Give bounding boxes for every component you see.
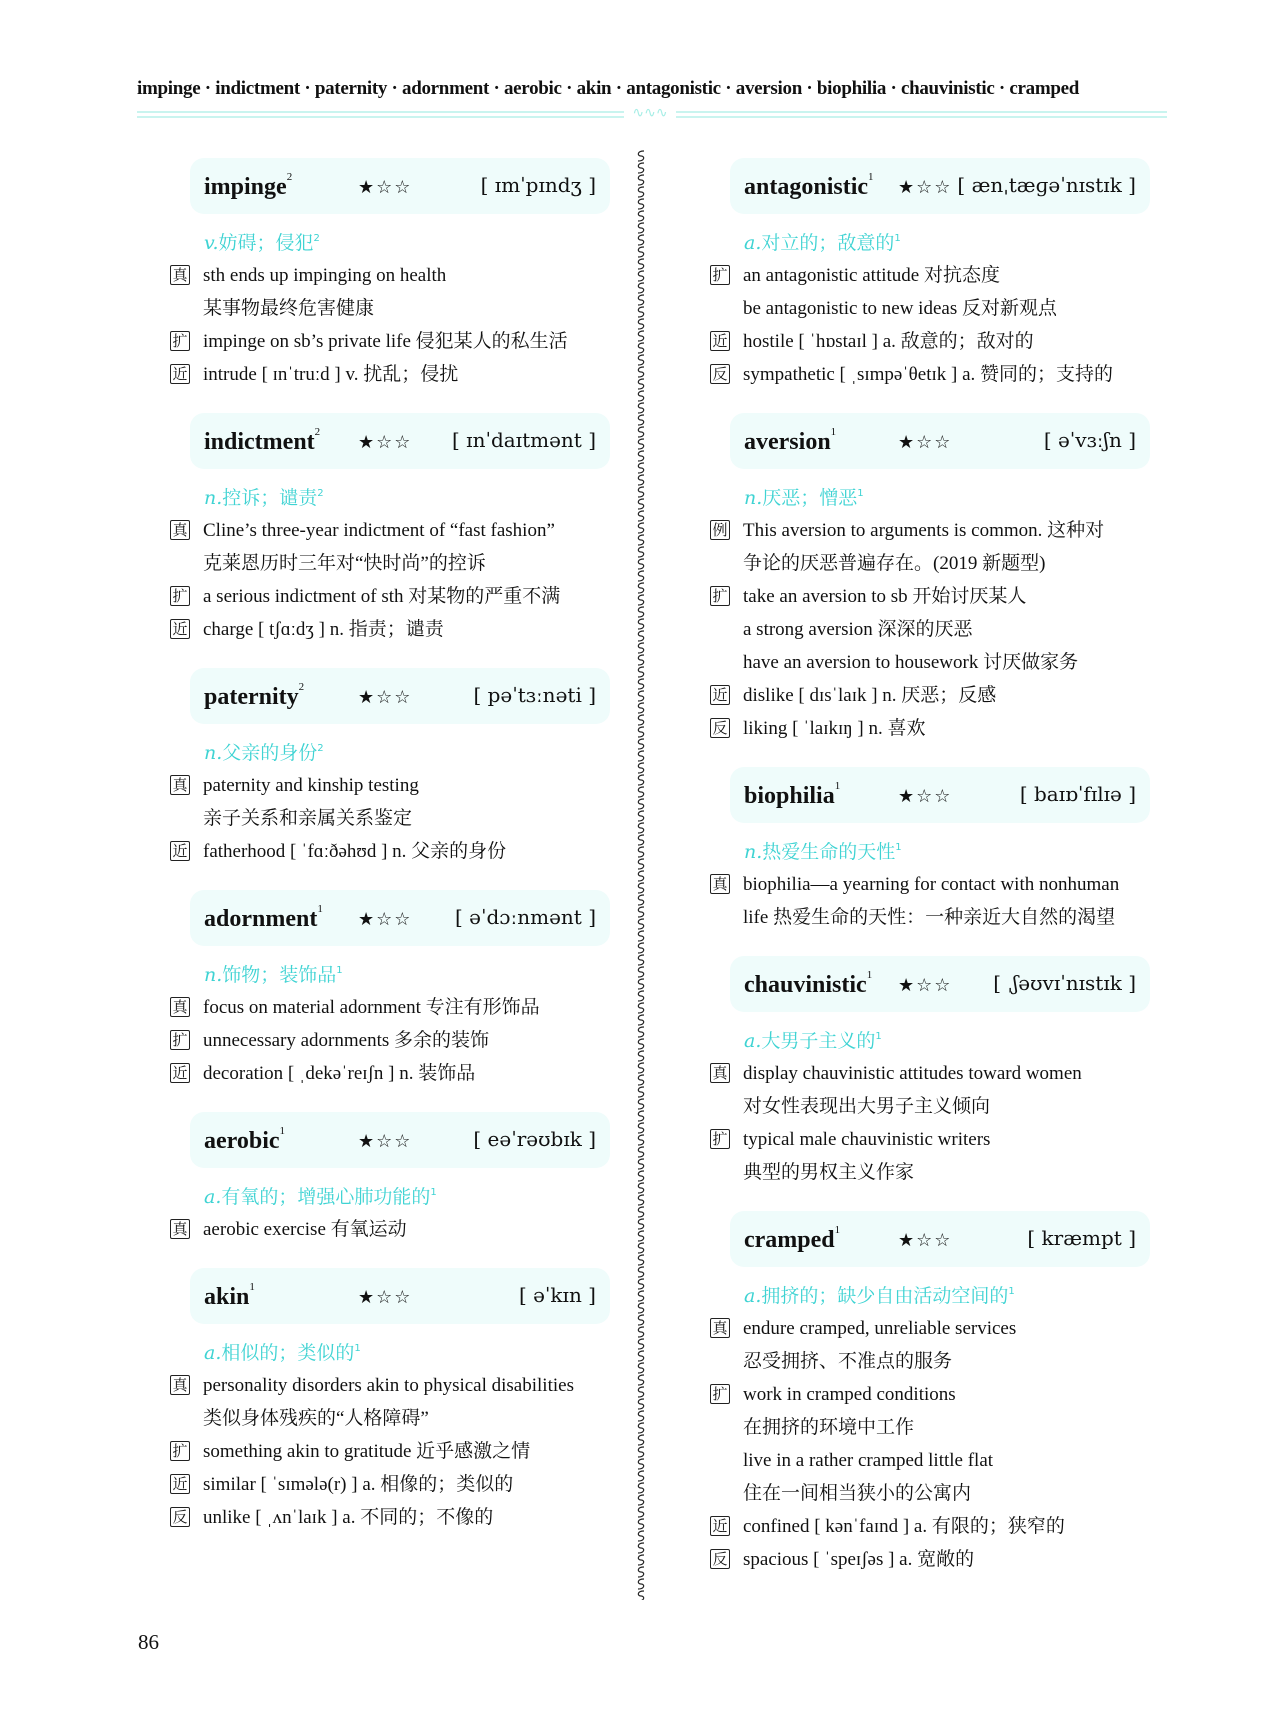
headword-box (730, 413, 1150, 469)
example-text: liking [ ˈlaɪkɪŋ ] n. 喜欢 (743, 718, 926, 739)
column-divider-ornament (634, 150, 648, 1600)
example-text: personality disorders akin to physical disabilities (203, 1375, 574, 1396)
example-line (170, 613, 625, 646)
example-line (170, 358, 625, 391)
example-line (170, 769, 625, 802)
tag-反-icon: 反 (710, 1549, 730, 1569)
example-line (170, 292, 625, 325)
definition: a.大男子主义的$^1$ (744, 1030, 882, 1052)
phonetic: [ ɪnˈdaɪtmənt ] (452, 428, 596, 452)
example-line (170, 1057, 625, 1090)
example-line (710, 1156, 1165, 1189)
example-line (170, 1402, 625, 1435)
example-text: spacious [ ˈspeɪʃəs ] a. 宽敞的 (743, 1549, 975, 1570)
tag-扩-icon: 扩 (170, 1441, 190, 1461)
phonetic: [ kræmpt ] (1027, 1226, 1136, 1250)
definition: n.热爱生命的天性$^1$ (744, 841, 902, 863)
tag-扩-icon: 扩 (710, 265, 730, 285)
tag-扩-icon: 扩 (170, 331, 190, 351)
tag-真-icon: 真 (170, 775, 190, 795)
example-line (710, 1312, 1165, 1345)
star-rating-icon: ★☆☆ (358, 432, 413, 453)
headword-box (730, 1211, 1150, 1267)
star-rating-icon: ★☆☆ (898, 1230, 953, 1251)
wave-ornament-icon: ∿∿∿ (624, 106, 676, 122)
example-text: something akin to gratitude 近乎感激之情 (203, 1441, 531, 1462)
tag-近-icon: 近 (170, 619, 190, 639)
header-rule-divider (137, 106, 1167, 121)
definition: n.控诉；谴责$^2$ (204, 487, 324, 509)
example-line (710, 712, 1165, 745)
headword: akin$^1$ (204, 1281, 255, 1310)
example-text: display chauvinistic attitudes toward women (743, 1063, 1082, 1084)
example-text: charge [ tʃɑːdʒ ] n. 指责；谴责 (203, 619, 444, 640)
headword-box (190, 668, 610, 724)
frequency-superscript: 1 (866, 969, 873, 981)
phonetic: [ əˈkɪn ] (518, 1283, 596, 1307)
example-text: unlike [ ˌʌnˈlaɪk ] a. 不同的；不像的 (203, 1507, 494, 1528)
example-text: 类似身体残疾的“人格障碍” (203, 1408, 429, 1429)
definition: a.拥挤的；缺少自由活动空间的$^1$ (744, 1285, 1015, 1307)
star-rating-icon: ★☆☆ (898, 975, 953, 996)
example-text: be antagonistic to new ideas 反对新观点 (743, 298, 1057, 319)
headword-box (190, 1268, 610, 1324)
example-line (710, 646, 1165, 679)
definition: n.饰物；装饰品$^1$ (204, 964, 343, 986)
example-line (170, 1501, 625, 1534)
example-text: sympathetic [ ˌsɪmpəˈθetɪk ] a. 赞同的；支持的 (743, 364, 1114, 385)
headword: antagonistic$^1$ (744, 171, 874, 200)
star-rating-icon: ★☆☆ (358, 1131, 413, 1152)
example-text: decoration [ ˌdekəˈreɪʃn ] n. 装饰品 (203, 1063, 476, 1084)
headword: aerobic$^1$ (204, 1125, 286, 1154)
tag-近-icon: 近 (710, 331, 730, 351)
example-text: 争论的厌恶普遍存在。(2019 新题型) (743, 553, 1046, 574)
example-line (170, 1435, 625, 1468)
frequency-superscript: 1 (834, 1224, 841, 1236)
entry-indictment (170, 413, 625, 646)
example-text: 某事物最终危害健康 (203, 298, 375, 319)
example-text: endure cramped, unreliable services (743, 1318, 1017, 1339)
definition: a.相似的；类似的$^1$ (204, 1342, 361, 1364)
headword: chauvinistic$^1$ (744, 969, 873, 998)
example-line (170, 1468, 625, 1501)
frequency-superscript: 2 (314, 426, 321, 438)
page-number: 86 (138, 1630, 159, 1654)
frequency-superscript: 1 (868, 171, 874, 183)
frequency-superscript: 2 (286, 171, 293, 183)
example-line (170, 580, 625, 613)
headword: indictment$^2$ (204, 426, 321, 455)
example-text: live in a rather cramped little flat (743, 1450, 994, 1471)
frequency-superscript: 2 (298, 681, 305, 693)
example-text: 忍受拥挤、不准点的服务 (743, 1351, 953, 1372)
tag-真-icon: 真 (170, 265, 190, 285)
frequency-superscript: 1 (830, 426, 837, 438)
example-text: 克莱恩历时三年对“快时尚”的控诉 (203, 553, 486, 574)
example-line (710, 292, 1165, 325)
headword-box (190, 1112, 610, 1168)
example-text: hostile [ ˈhɒstaɪl ] a. 敌意的；敌对的 (743, 331, 1034, 352)
tag-近-icon: 近 (170, 1063, 190, 1083)
example-line (710, 514, 1165, 547)
example-line (170, 1024, 625, 1057)
phonetic: [ ɪmˈpɪndʒ ] (480, 173, 596, 197)
left-column (170, 158, 625, 1556)
example-text: dislike [ dɪsˈlaɪk ] n. 厌恶；反感 (743, 685, 997, 706)
headword-box (730, 158, 1150, 214)
example-line (710, 358, 1165, 391)
phonetic: [ baɪɒˈfɪlɪə ] (1019, 782, 1136, 806)
tag-真-icon: 真 (170, 1219, 190, 1239)
headword: impinge$^2$ (204, 171, 293, 200)
example-text: 在拥挤的环境中工作 (743, 1417, 915, 1438)
example-text: unnecessary adornments 多余的装饰 (203, 1030, 489, 1051)
example-line (710, 1477, 1165, 1510)
tag-例-icon: 例 (710, 520, 730, 540)
example-line (710, 580, 1165, 613)
entry-impinge (170, 158, 625, 391)
entry-paternity (170, 668, 625, 868)
example-line (170, 1213, 625, 1246)
example-line (170, 1369, 625, 1402)
star-rating-icon: ★☆☆ (358, 177, 413, 198)
example-line (710, 259, 1165, 292)
definition: v.妨碍；侵犯$^2$ (204, 232, 320, 254)
tag-扩-icon: 扩 (710, 586, 730, 606)
example-text: focus on material adornment 专注有形饰品 (203, 997, 540, 1018)
entry-chauvinistic (710, 956, 1165, 1189)
entry-biophilia (710, 767, 1165, 934)
headword: adornment$^1$ (204, 903, 323, 932)
tag-近-icon: 近 (710, 1516, 730, 1536)
example-text: confined [ kənˈfaɪnd ] a. 有限的；狭窄的 (743, 1516, 1065, 1537)
star-rating-icon: ★☆☆ (358, 909, 413, 930)
example-line (710, 325, 1165, 358)
headword-box (730, 956, 1150, 1012)
headword-box (190, 158, 610, 214)
example-text: Cline’s three-year indictment of “fast fashion” (203, 520, 555, 541)
headword: paternity$^2$ (204, 681, 305, 710)
headword: aversion$^1$ (744, 426, 837, 455)
example-line (170, 259, 625, 292)
frequency-superscript: 1 (834, 780, 841, 792)
definition: n.厌恶；憎恶$^1$ (744, 487, 864, 509)
example-text: This aversion to arguments is common. 这种对 (743, 520, 1105, 541)
example-line (170, 325, 625, 358)
entry-aerobic (170, 1112, 625, 1246)
example-text: life 热爱生命的天性：一种亲近大自然的渴望 (743, 907, 1116, 928)
headword: cramped$^1$ (744, 1224, 841, 1253)
example-text: a serious indictment of sth 对某物的严重不满 (203, 586, 561, 607)
example-text: have an aversion to housework 讨厌做家务 (743, 652, 1079, 673)
example-line (710, 679, 1165, 712)
tag-真-icon: 真 (170, 997, 190, 1017)
example-line (710, 901, 1165, 934)
example-text: 亲子关系和亲属关系鉴定 (203, 808, 413, 829)
tag-真-icon: 真 (710, 1318, 730, 1338)
example-text: sth ends up impinging on health (203, 265, 447, 286)
example-line (710, 1378, 1165, 1411)
example-text: an antagonistic attitude 对抗态度 (743, 265, 1000, 286)
star-rating-icon: ★☆☆ (898, 177, 953, 198)
tag-真-icon: 真 (170, 1375, 190, 1395)
definition: a.对立的；敌意的$^1$ (744, 232, 901, 254)
example-line (710, 1090, 1165, 1123)
star-rating-icon: ★☆☆ (358, 1287, 413, 1308)
tag-真-icon: 真 (170, 520, 190, 540)
frequency-superscript: 1 (249, 1281, 255, 1293)
headword-box (730, 767, 1150, 823)
entry-antagonistic (710, 158, 1165, 391)
example-text: 典型的男权主义作家 (743, 1162, 915, 1183)
tag-近-icon: 近 (170, 841, 190, 861)
example-line (710, 613, 1165, 646)
entry-cramped (710, 1211, 1165, 1576)
tag-真-icon: 真 (710, 1063, 730, 1083)
tag-近-icon: 近 (710, 685, 730, 705)
tag-近-icon: 近 (170, 364, 190, 384)
tag-扩-icon: 扩 (170, 1030, 190, 1050)
right-column (710, 158, 1165, 1598)
entry-adornment (170, 890, 625, 1090)
headword: biophilia$^1$ (744, 780, 841, 809)
phonetic: [ əˈvɜːʃn ] (1043, 428, 1136, 452)
example-text: paternity and kinship testing (203, 775, 419, 796)
example-line (710, 547, 1165, 580)
tag-反-icon: 反 (170, 1507, 190, 1527)
phonetic: [ ænˌtæɡəˈnɪstɪk ] (957, 173, 1136, 197)
frequency-superscript: 1 (279, 1125, 286, 1137)
example-line (170, 514, 625, 547)
example-line (710, 1057, 1165, 1090)
example-line (170, 802, 625, 835)
definition: n.父亲的身份$^2$ (204, 742, 324, 764)
example-text: take an aversion to sb 开始讨厌某人 (743, 586, 1027, 607)
tag-扩-icon: 扩 (170, 586, 190, 606)
running-header: impinge · indictment · paternity · adornment · aerobic · akin · antagonistic · aversion · biophilia · chauvinistic · cramped (137, 78, 1080, 99)
definition: a.有氧的；增强心肺功能的$^1$ (204, 1186, 437, 1208)
example-text: work in cramped conditions (743, 1384, 956, 1405)
example-line (710, 1345, 1165, 1378)
example-line (710, 1543, 1165, 1576)
tag-反-icon: 反 (710, 718, 730, 738)
example-line (170, 835, 625, 868)
phonetic: [ əˈdɔːnmənt ] (455, 905, 596, 929)
tag-扩-icon: 扩 (710, 1384, 730, 1404)
example-text: biophilia—a yearning for contact with nonhuman (743, 874, 1120, 895)
tag-扩-icon: 扩 (710, 1129, 730, 1149)
entry-akin (170, 1268, 625, 1534)
star-rating-icon: ★☆☆ (358, 687, 413, 708)
example-text: 对女性表现出大男子主义倾向 (743, 1096, 991, 1117)
frequency-superscript: 1 (317, 903, 323, 915)
tag-反-icon: 反 (710, 364, 730, 384)
entry-aversion (710, 413, 1165, 745)
example-text: aerobic exercise 有氧运动 (203, 1219, 407, 1240)
example-line (170, 547, 625, 580)
tag-真-icon: 真 (710, 874, 730, 894)
example-text: intrude [ ɪnˈtruːd ] v. 扰乱；侵扰 (203, 364, 459, 385)
example-line (710, 1411, 1165, 1444)
headword-box (190, 890, 610, 946)
example-line (710, 1510, 1165, 1543)
phonetic: [ pəˈtɜːnəti ] (473, 683, 596, 707)
example-text: 住在一间相当狭小的公寓内 (743, 1483, 972, 1504)
example-text: typical male chauvinistic writers (743, 1129, 991, 1150)
example-line (710, 868, 1165, 901)
headword-box (190, 413, 610, 469)
example-line (710, 1123, 1165, 1156)
example-text: impinge on sb’s private life 侵犯某人的私生活 (203, 331, 568, 352)
phonetic: [ eəˈrəʊbɪk ] (473, 1127, 596, 1151)
example-line (710, 1444, 1165, 1477)
phonetic: [ ˌʃəʊvɪˈnɪstɪk ] (993, 971, 1136, 995)
example-text: similar [ ˈsɪmələ(r) ] a. 相像的；类似的 (203, 1474, 514, 1495)
example-text: fatherhood [ ˈfɑːðəhʊd ] n. 父亲的身份 (203, 841, 507, 862)
star-rating-icon: ★☆☆ (898, 786, 953, 807)
tag-近-icon: 近 (170, 1474, 190, 1494)
star-rating-icon: ★☆☆ (898, 432, 953, 453)
example-text: a strong aversion 深深的厌恶 (743, 619, 973, 640)
example-line (170, 991, 625, 1024)
